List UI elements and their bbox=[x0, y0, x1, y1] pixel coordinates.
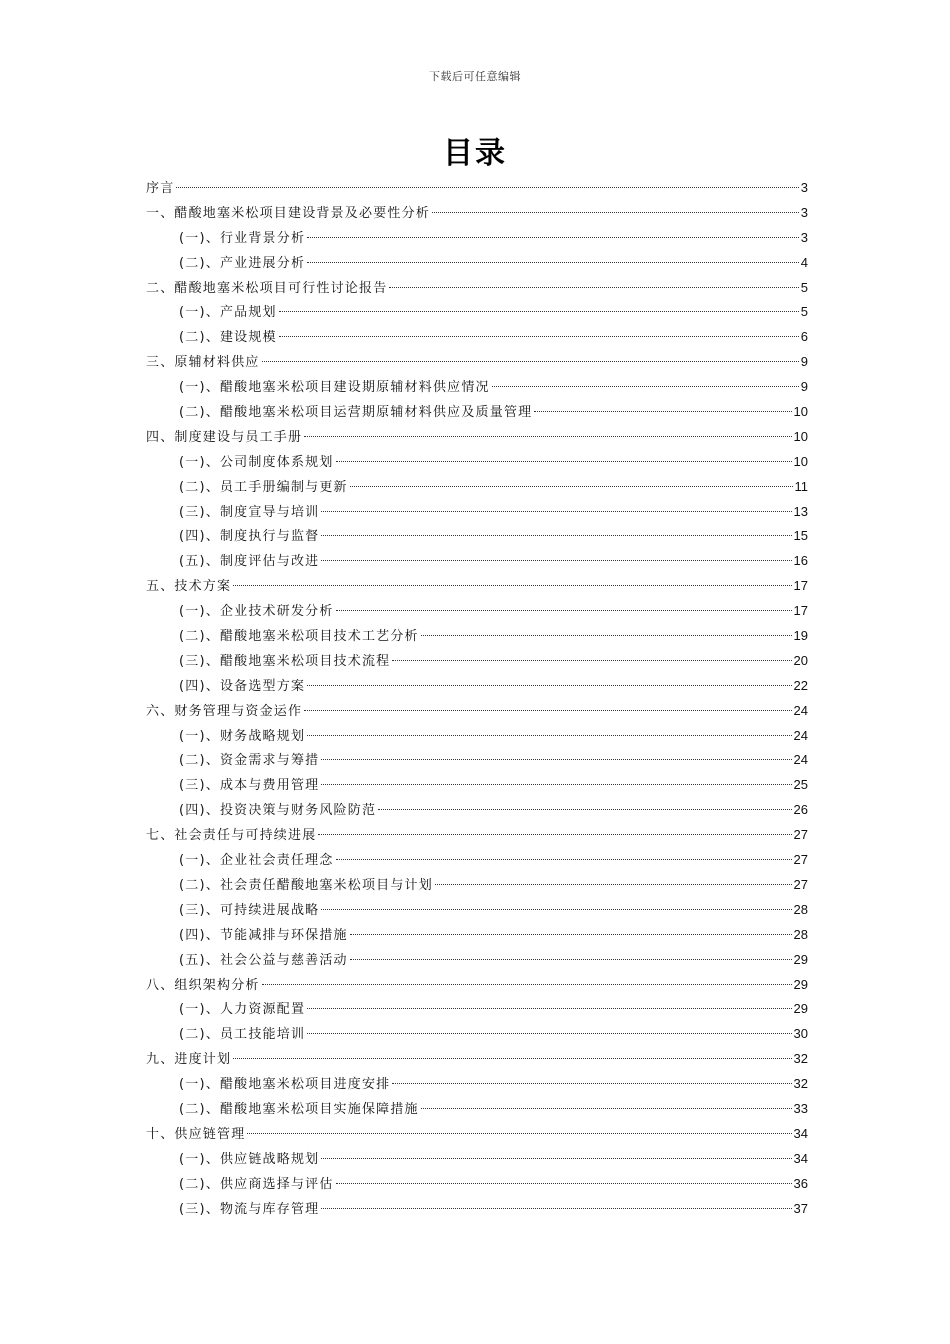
toc-entry-text: (三)、醋酸地塞米松项目技术流程 bbox=[179, 653, 391, 669]
dot-leader bbox=[321, 560, 791, 561]
toc-page-number: 25 bbox=[793, 777, 808, 793]
toc-subentry[interactable] bbox=[146, 549, 808, 574]
toc-page-number: 26 bbox=[793, 802, 808, 818]
toc-entry-text: (一)、人力资源配置 bbox=[179, 1002, 306, 1018]
toc-subentry[interactable] bbox=[146, 1072, 808, 1097]
toc-page-number: 28 bbox=[793, 901, 808, 917]
toc-page-number: 16 bbox=[793, 553, 808, 569]
dot-leader bbox=[233, 1058, 791, 1059]
toc-page-number: 5 bbox=[800, 279, 808, 295]
toc-page-number: 22 bbox=[793, 677, 808, 693]
toc-entry[interactable] bbox=[146, 176, 808, 201]
toc-page-number: 13 bbox=[793, 503, 808, 519]
toc-entry-text: (二)、员工技能培训 bbox=[179, 1027, 306, 1043]
toc-entry-text: (一)、行业背景分析 bbox=[179, 230, 306, 246]
toc-entry[interactable] bbox=[146, 276, 808, 301]
toc-page-number: 11 bbox=[794, 478, 808, 494]
dot-leader bbox=[304, 436, 791, 437]
toc-page-number: 10 bbox=[793, 428, 808, 444]
toc-entry-text: 序言 bbox=[146, 181, 175, 196]
toc-subentry[interactable] bbox=[146, 1022, 808, 1047]
dot-leader bbox=[321, 1208, 791, 1209]
toc-subentry[interactable] bbox=[146, 724, 808, 749]
dot-leader bbox=[307, 735, 791, 736]
toc-entry-text: (四)、设备选型方案 bbox=[179, 678, 306, 694]
toc-subentry[interactable] bbox=[146, 674, 808, 699]
table-of-contents bbox=[146, 176, 808, 1221]
toc-entry-text: (四)、制度执行与监督 bbox=[179, 529, 320, 545]
toc-entry-text: (一)、公司制度体系规划 bbox=[179, 454, 334, 470]
toc-subentry[interactable] bbox=[146, 997, 808, 1022]
toc-page-number: 34 bbox=[793, 1125, 808, 1141]
toc-entry-text: 九、进度计划 bbox=[146, 1052, 232, 1068]
toc-entry-text: 五、技术方案 bbox=[146, 579, 232, 595]
toc-page-number: 34 bbox=[793, 1150, 808, 1166]
dot-leader bbox=[336, 859, 792, 860]
toc-entry-text: (一)、产品规划 bbox=[179, 305, 277, 321]
toc-entry[interactable] bbox=[146, 1122, 808, 1147]
toc-subentry[interactable] bbox=[146, 748, 808, 773]
dot-leader bbox=[279, 336, 799, 337]
toc-entry-text: (三)、制度宣导与培训 bbox=[179, 504, 320, 520]
dot-leader bbox=[392, 660, 791, 661]
dot-leader bbox=[247, 1133, 791, 1134]
toc-subentry[interactable] bbox=[146, 873, 808, 898]
toc-entry-text: 三、原辅材料供应 bbox=[146, 355, 260, 371]
toc-entry-text: (二)、建设规模 bbox=[179, 330, 277, 346]
toc-page-number: 29 bbox=[793, 976, 808, 992]
toc-entry-text: (二)、供应商选择与评估 bbox=[179, 1176, 334, 1192]
toc-subentry[interactable] bbox=[146, 848, 808, 873]
toc-entry[interactable] bbox=[146, 201, 808, 226]
toc-page-number: 27 bbox=[793, 827, 808, 843]
toc-entry-text: (四)、投资决策与财务风险防范 bbox=[179, 803, 377, 819]
toc-entry-text: (三)、可持续进展战略 bbox=[179, 902, 320, 918]
toc-subentry[interactable] bbox=[146, 649, 808, 674]
toc-entry-text: (一)、企业技术研发分析 bbox=[179, 604, 334, 620]
toc-subentry[interactable] bbox=[146, 251, 808, 276]
dot-leader bbox=[307, 685, 791, 686]
toc-page-number: 9 bbox=[800, 379, 808, 395]
toc-page-number: 27 bbox=[793, 876, 808, 892]
dot-leader bbox=[321, 1158, 791, 1159]
toc-subentry[interactable] bbox=[146, 1197, 808, 1222]
toc-entry-text: 一、醋酸地塞米松项目建设背景及必要性分析 bbox=[146, 205, 431, 221]
toc-subentry[interactable] bbox=[146, 226, 808, 251]
dot-leader bbox=[304, 710, 791, 711]
toc-page-number: 3 bbox=[800, 204, 808, 220]
toc-entry-text: (一)、财务战略规划 bbox=[179, 728, 306, 744]
toc-subentry[interactable] bbox=[146, 475, 808, 500]
toc-subentry[interactable] bbox=[146, 798, 808, 823]
toc-subentry[interactable] bbox=[146, 400, 808, 425]
toc-subentry[interactable] bbox=[146, 300, 808, 325]
toc-entry-text: (五)、制度评估与改进 bbox=[179, 554, 320, 570]
dot-leader bbox=[307, 237, 799, 238]
toc-subentry[interactable] bbox=[146, 624, 808, 649]
toc-entry[interactable] bbox=[146, 574, 808, 599]
toc-page-number: 15 bbox=[793, 528, 808, 544]
toc-page-number: 17 bbox=[793, 603, 808, 619]
toc-subentry[interactable] bbox=[146, 524, 808, 549]
toc-entry-text: (二)、醋酸地塞米松项目实施保障措施 bbox=[179, 1101, 419, 1117]
dot-leader bbox=[321, 909, 791, 910]
toc-page-number: 36 bbox=[793, 1175, 808, 1191]
toc-entry-text: (一)、供应链战略规划 bbox=[179, 1151, 320, 1167]
dot-leader bbox=[432, 212, 799, 213]
toc-page-number: 30 bbox=[793, 1026, 808, 1042]
toc-page-number: 24 bbox=[793, 702, 808, 718]
toc-page-number: 37 bbox=[793, 1200, 808, 1216]
toc-page-number: 10 bbox=[793, 453, 808, 469]
dot-leader bbox=[492, 386, 799, 387]
toc-page-number: 10 bbox=[793, 404, 808, 420]
toc-subentry[interactable] bbox=[146, 923, 808, 948]
dot-leader bbox=[350, 486, 793, 487]
toc-subentry[interactable] bbox=[146, 450, 808, 475]
toc-subentry[interactable] bbox=[146, 773, 808, 798]
toc-entry-text: (二)、醋酸地塞米松项目运营期原辅材料供应及质量管理 bbox=[179, 405, 533, 421]
toc-entry[interactable] bbox=[146, 973, 808, 998]
toc-entry-text: (四)、节能减排与环保措施 bbox=[179, 927, 348, 943]
dot-leader bbox=[389, 287, 798, 288]
toc-page-number: 19 bbox=[793, 628, 808, 644]
dot-leader bbox=[176, 187, 798, 188]
toc-page-number: 9 bbox=[800, 354, 808, 370]
toc-page-number: 3 bbox=[800, 180, 808, 195]
dot-leader bbox=[307, 1033, 791, 1034]
dot-leader bbox=[321, 535, 791, 536]
dot-leader bbox=[233, 585, 791, 586]
dot-leader bbox=[307, 262, 799, 263]
toc-page-number: 4 bbox=[800, 254, 808, 270]
toc-page-number: 29 bbox=[793, 951, 808, 967]
toc-entry-text: (三)、成本与费用管理 bbox=[179, 778, 320, 794]
header-note: 下载后可任意编辑 bbox=[429, 70, 521, 83]
toc-entry[interactable] bbox=[146, 823, 808, 848]
toc-entry[interactable] bbox=[146, 1047, 808, 1072]
toc-subentry[interactable] bbox=[146, 1172, 808, 1197]
dot-leader bbox=[336, 461, 792, 462]
dot-leader bbox=[350, 959, 792, 960]
toc-entry-text: (三)、物流与库存管理 bbox=[179, 1201, 320, 1217]
toc-subentry[interactable] bbox=[146, 1097, 808, 1122]
toc-entry-text: 四、制度建设与员工手册 bbox=[146, 429, 303, 445]
toc-entry-text: (一)、企业社会责任理念 bbox=[179, 853, 334, 869]
dot-leader bbox=[318, 834, 791, 835]
dot-leader bbox=[321, 784, 791, 785]
toc-entry-text: 十、供应链管理 bbox=[146, 1126, 246, 1142]
dot-leader bbox=[378, 809, 791, 810]
toc-subentry[interactable] bbox=[146, 500, 808, 525]
toc-page-number: 29 bbox=[793, 1001, 808, 1017]
toc-page-number: 3 bbox=[800, 229, 808, 245]
toc-entry-text: 二、醋酸地塞米松项目可行性讨论报告 bbox=[146, 280, 388, 296]
toc-page-number: 33 bbox=[793, 1100, 808, 1116]
toc-page-number: 24 bbox=[793, 727, 808, 743]
dot-leader bbox=[336, 1183, 792, 1184]
dot-leader bbox=[421, 635, 792, 636]
toc-page-number: 5 bbox=[800, 304, 808, 320]
toc-page-number: 24 bbox=[793, 752, 808, 768]
dot-leader bbox=[262, 361, 799, 362]
toc-page-number: 6 bbox=[800, 329, 808, 345]
toc-subentry[interactable] bbox=[146, 948, 808, 973]
toc-page-number: 20 bbox=[793, 652, 808, 668]
toc-page-number: 32 bbox=[793, 1076, 808, 1092]
toc-entry-text: (二)、资金需求与筹措 bbox=[179, 753, 320, 769]
dot-leader bbox=[392, 1083, 791, 1084]
dot-leader bbox=[321, 759, 791, 760]
toc-entry-text: 七、社会责任与可持续进展 bbox=[146, 828, 317, 844]
toc-page-number: 32 bbox=[793, 1051, 808, 1067]
toc-entry-text: (二)、社会责任醋酸地塞米松项目与计划 bbox=[179, 877, 433, 893]
dot-leader bbox=[321, 511, 791, 512]
dot-leader bbox=[279, 311, 799, 312]
toc-entry-text: (一)、醋酸地塞米松项目建设期原辅材料供应情况 bbox=[179, 380, 490, 396]
toc-subentry[interactable] bbox=[146, 325, 808, 350]
toc-entry-text: (二)、产业进展分析 bbox=[179, 255, 306, 271]
toc-entry-text: 八、组织架构分析 bbox=[146, 977, 260, 993]
toc-entry[interactable] bbox=[146, 425, 808, 450]
toc-page-number: 28 bbox=[793, 926, 808, 942]
toc-entry-text: 六、财务管理与资金运作 bbox=[146, 703, 303, 719]
toc-title: 目录 bbox=[443, 136, 507, 171]
toc-subentry[interactable] bbox=[146, 599, 808, 624]
toc-entry-text: (二)、员工手册编制与更新 bbox=[179, 479, 348, 495]
toc-page-number: 17 bbox=[793, 578, 808, 594]
toc-entry[interactable] bbox=[146, 699, 808, 724]
toc-entry-text: (一)、醋酸地塞米松项目进度安排 bbox=[179, 1077, 391, 1093]
toc-subentry[interactable] bbox=[146, 898, 808, 923]
dot-leader bbox=[350, 934, 792, 935]
dot-leader bbox=[421, 1108, 792, 1109]
dot-leader bbox=[435, 884, 792, 885]
toc-entry-text: (二)、醋酸地塞米松项目技术工艺分析 bbox=[179, 629, 419, 645]
toc-subentry[interactable] bbox=[146, 1147, 808, 1172]
dot-leader bbox=[336, 610, 792, 611]
toc-subentry[interactable] bbox=[146, 375, 808, 400]
toc-page-number: 27 bbox=[793, 852, 808, 868]
dot-leader bbox=[307, 1008, 791, 1009]
dot-leader bbox=[262, 984, 792, 985]
toc-entry[interactable] bbox=[146, 350, 808, 375]
toc-entry-text: (五)、社会公益与慈善活动 bbox=[179, 952, 348, 968]
dot-leader bbox=[534, 411, 791, 412]
